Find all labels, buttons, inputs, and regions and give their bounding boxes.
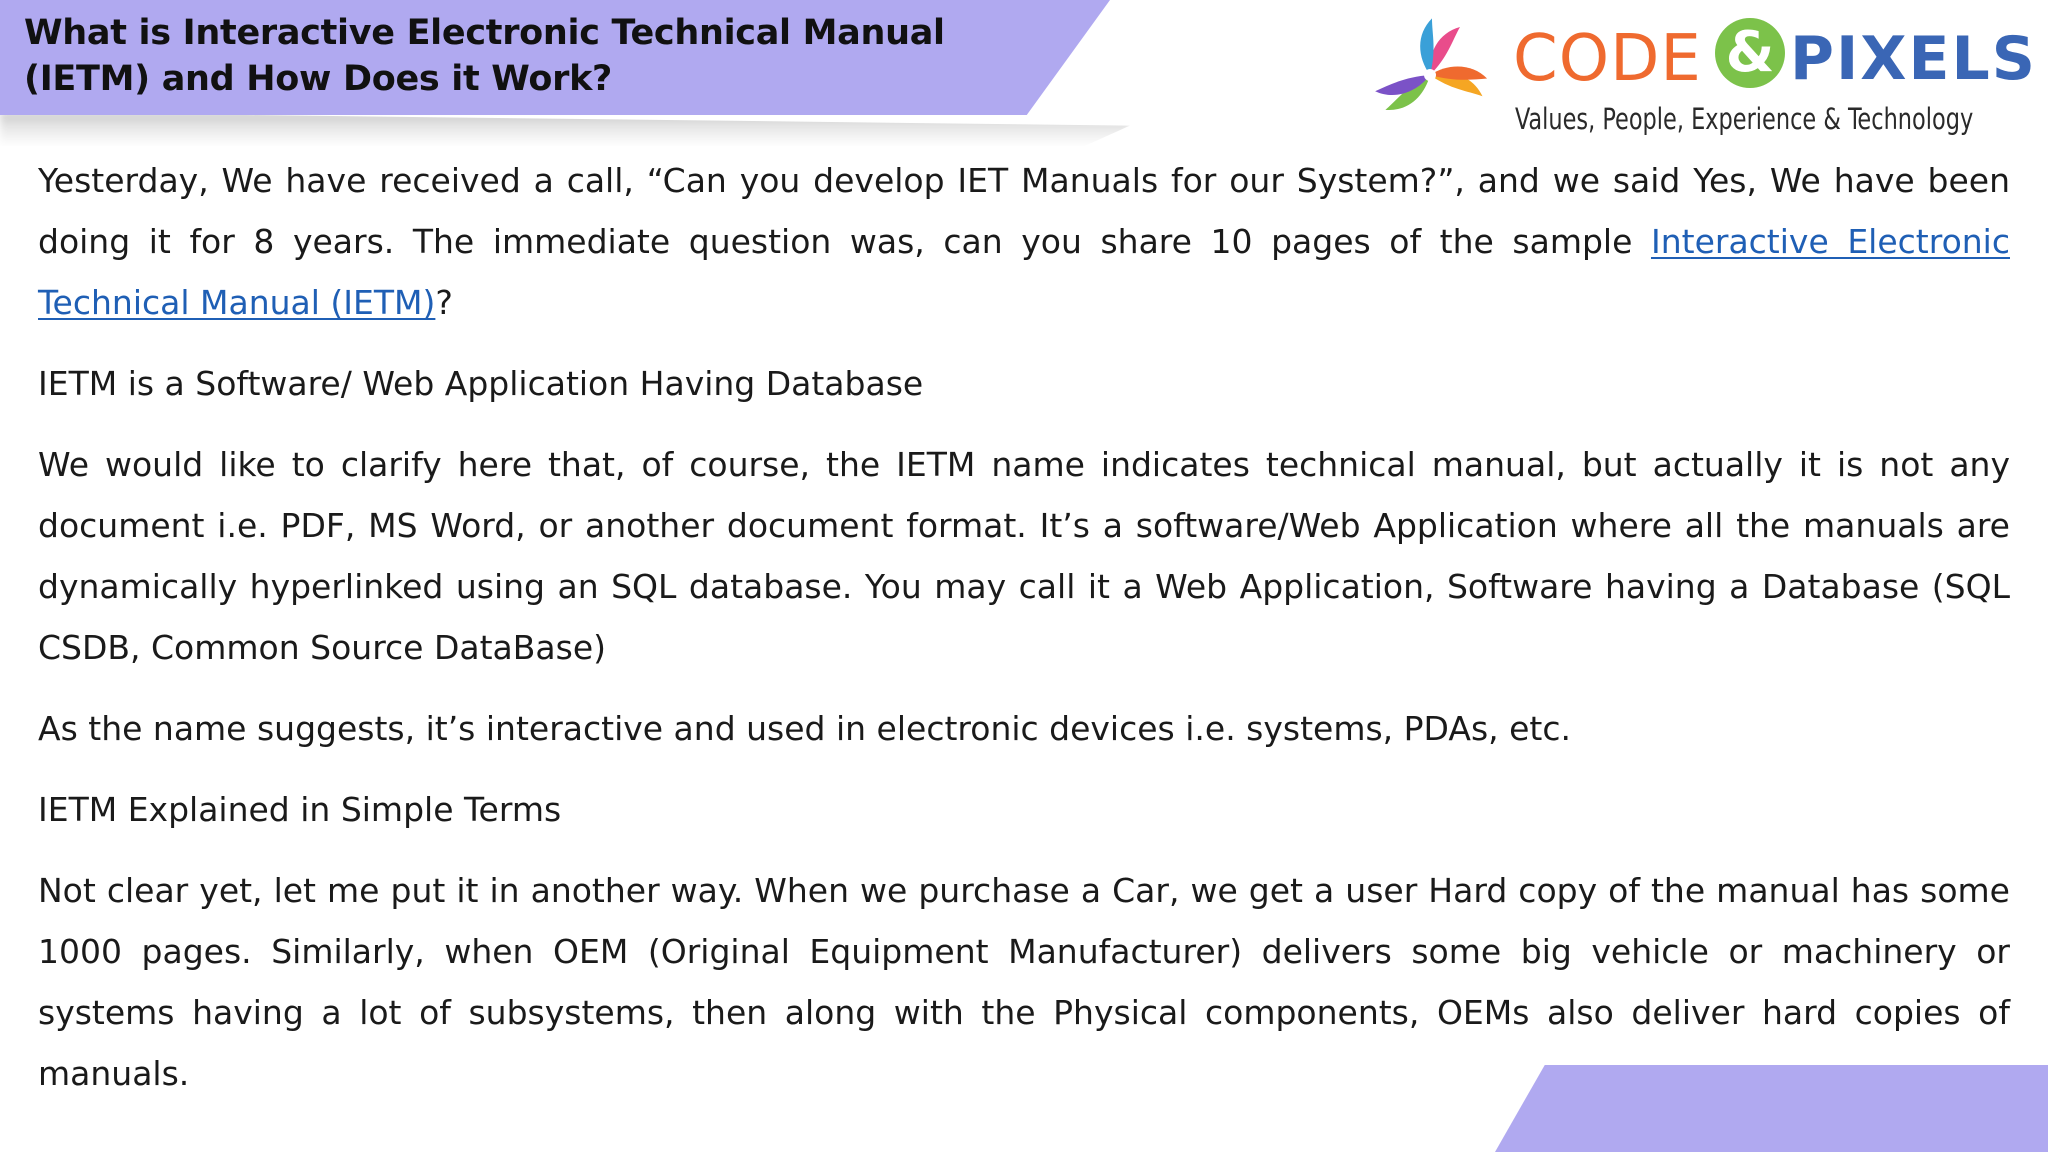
pinwheel-logo-icon (1365, 10, 1495, 140)
logo-tagline: Values, People, Experience & Technology (1515, 102, 1974, 136)
corner-accent (1495, 1065, 2048, 1152)
logo-ampersand-badge: & (1715, 18, 1785, 88)
article-body (38, 150, 2010, 1124)
company-logo[interactable] (1365, 10, 2037, 140)
section-heading-software: IETM is a Software/ Web Application Having Database (38, 364, 924, 403)
paragraph-clarify: We would like to clarify here that, of course, the IETM name indicates technical manual, but actually it is not any document i.e. PDF, MS Word, or another document format. It’s a software/Web Application where all the manuals are dynamically hyperlinked using an SQL database. You may call it a Web Application, Software having a Database (SQL CSDB, Common Source DataBase) (38, 445, 2010, 667)
intro-text: Yesterday, We have received a call, “Can you develop IET Manuals for our System?”, and we said Yes, We have been doing it for 8 years. The immediate question was, can you share 10 pages of the sample (38, 161, 2010, 261)
paragraph-name-suggests: As the name suggests, it’s interactive and used in electronic devices i.e. systems, PDAs, etc. (38, 709, 1572, 748)
title-banner-shadow (0, 112, 1130, 146)
logo-wordmark-code: CODE (1513, 22, 1702, 96)
logo-wordmark-pixels: PIXELS (1790, 24, 2037, 94)
section-heading-simple-terms: IETM Explained in Simple Terms (38, 790, 562, 829)
intro-paragraph (38, 150, 2010, 333)
ietm-link[interactable]: Interactive Electronic Technical Manual (IETM) (38, 222, 2010, 322)
page-title: What is Interactive Electronic Technical Manual (IETM) and How Does it Work? (24, 13, 945, 99)
intro-text-end: ? (435, 283, 453, 322)
paragraph-car-manual: Not clear yet, let me put it in another way. When we purchase a Car, we get a user Hard copy of the manual has some 1000 pages. Similarly, when OEM (Original Equipment Manufacturer) delivers some big vehicle or machinery or systems having a lot of subsystems, then along with the Physical components, OEMs also deliver hard copies of manuals. (38, 871, 2010, 1093)
